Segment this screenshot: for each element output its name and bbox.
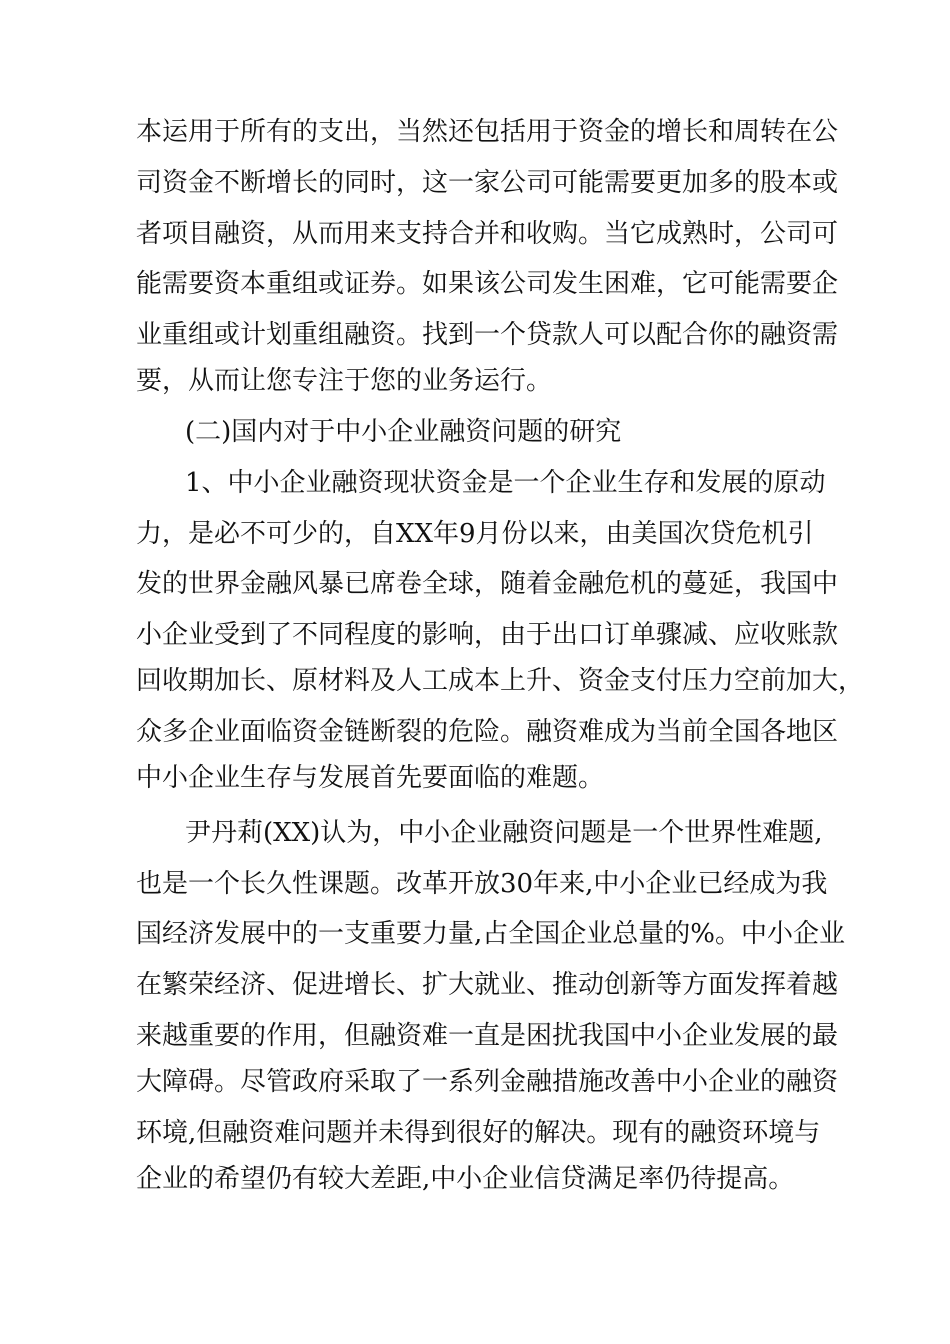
- text-line: 业重组或计划重组融资。找到一个贷款人可以配合你的融资需: [136, 320, 839, 350]
- text-line: 司资金不断增长的同时，这一家公司可能需要更加多的股本或: [136, 168, 839, 198]
- text-line: 也是一个长久性课题。改革开放30年来,中小企业已经成为我: [136, 869, 828, 899]
- text-line: 力，是必不可少的，自XX年9月份以来，由美国次贷危机引: [136, 519, 814, 549]
- text-line: 大障碍。尽管政府采取了一系列金融措施改善中小企业的融资: [136, 1067, 839, 1097]
- text-line: 企业的希望仍有较大差距,中小企业信贷满足率仍待提高。: [136, 1164, 795, 1194]
- text-line: 能需要资本重组或证券。如果该公司发生困难，它可能需要企: [136, 269, 839, 299]
- text-line: 者项目融资，从而用来支持合并和收购。当它成熟时，公司可: [136, 219, 839, 249]
- text-line: 众多企业面临资金链断裂的危险。融资难成为当前全国各地区: [136, 717, 839, 747]
- text-line: 中小企业生存与发展首先要面临的难题。: [136, 763, 605, 793]
- text-line: 1、中小企业融资现状资金是一个企业生存和发展的原动: [185, 468, 826, 498]
- text-line: 尹丹莉(XX)认为，中小企业融资问题是一个世界性难题,: [185, 818, 823, 848]
- text-line: 国经济发展中的一支重要力量,占全国企业总量的%。中小企业: [136, 919, 845, 949]
- text-line: 环境,但融资难问题并未得到很好的解决。现有的融资环境与: [136, 1118, 821, 1148]
- text-line: 发的世界金融风暴已席卷全球，随着金融危机的蔓延，我国中: [136, 569, 839, 599]
- text-line: 要，从而让您专注于您的业务运行。: [136, 366, 553, 396]
- section-heading: (二)国内对于中小企业融资问题的研究: [185, 417, 622, 447]
- text-line: 本运用于所有的支出，当然还包括用于资金的增长和周转在公: [136, 117, 839, 147]
- text-line: 回收期加长、原材料及人工成本上升、资金支付压力空前加大，: [136, 666, 865, 696]
- text-line: 小企业受到了不同程度的影响，由于出口订单骤减、应收账款: [136, 620, 839, 650]
- text-line: 来越重要的作用，但融资难一直是困扰我国中小企业发展的最: [136, 1021, 839, 1051]
- text-line: 在繁荣经济、促进增长、扩大就业、推动创新等方面发挥着越: [136, 970, 839, 1000]
